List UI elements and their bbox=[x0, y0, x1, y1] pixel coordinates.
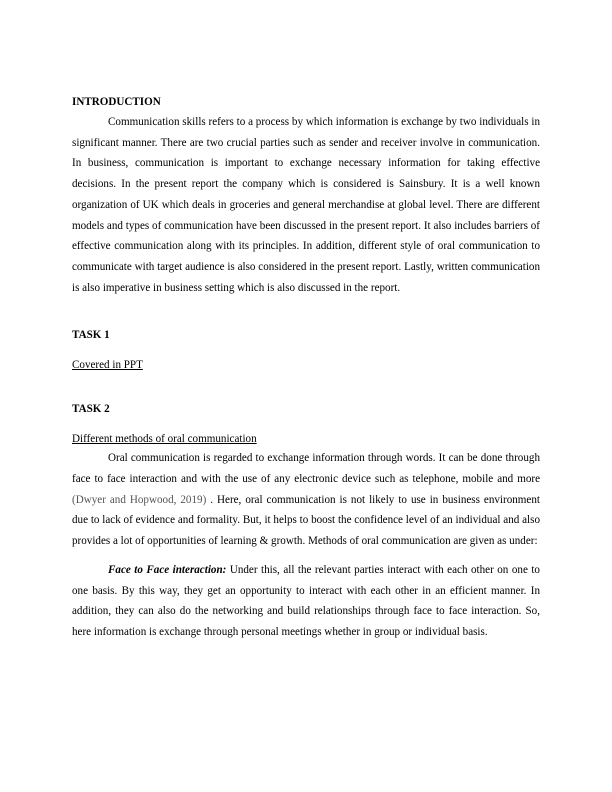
method-title: Face to Face interaction: bbox=[108, 563, 227, 576]
task2-heading: TASK 2 bbox=[72, 403, 110, 416]
document-page bbox=[72, 94, 540, 643]
face-to-face-paragraph bbox=[72, 560, 540, 643]
task1-note: Covered in PPT bbox=[72, 359, 143, 372]
task1-heading: TASK 1 bbox=[72, 329, 110, 342]
introduction-paragraph: Communication skills refers to a process by which information is exchange by two individuals in significant manner. There are two crucial parties such as sender and receiver involve in communication. In business, communication is important to exchange necessary information for taking effective decisions. In the present report the company which is considered is Sainsbury. It is a well known organization of UK which deals in groceries and general merchandise at global level. There are different models and types of communication have been discussed in the present report. It also includes barriers of effective communication along with its principles. In addition, different style of oral communication to communicate with target audience is also considered in the present report. Lastly, written communication is also imperative in business setting which is also discussed in the report. bbox=[72, 116, 540, 294]
oral-paragraph-text-a: Oral communication is regarded to exchange information through words. It can be done through face to face interaction and with the use of any electronic device such as telephone, mobile and more bbox=[72, 452, 540, 486]
oral-paragraph-text-b: . Here, oral communication is not likely to use in business environment due to lack of evidence and formality. But, it helps to boost the confidence level of an individual and also provides a lot of opportunities of learning & growth. Methods of oral communication are given as under: bbox=[72, 493, 540, 548]
introduction-heading: INTRODUCTION bbox=[72, 96, 161, 108]
method-body: Under this, all the relevant parties interact with each other on one to one basis. By this way, they get an opportunity to interact with each other in an efficient manner. In addition, they can also do the networking and build relationships through face to face interaction. So, here information is exchange through personal meetings whether in group or individual basis. bbox=[72, 563, 540, 638]
task2-subheading: Different methods of oral communication bbox=[72, 433, 257, 446]
oral-communication-paragraph bbox=[72, 448, 540, 552]
citation: (Dwyer and Hopwood, 2019) bbox=[72, 493, 207, 506]
